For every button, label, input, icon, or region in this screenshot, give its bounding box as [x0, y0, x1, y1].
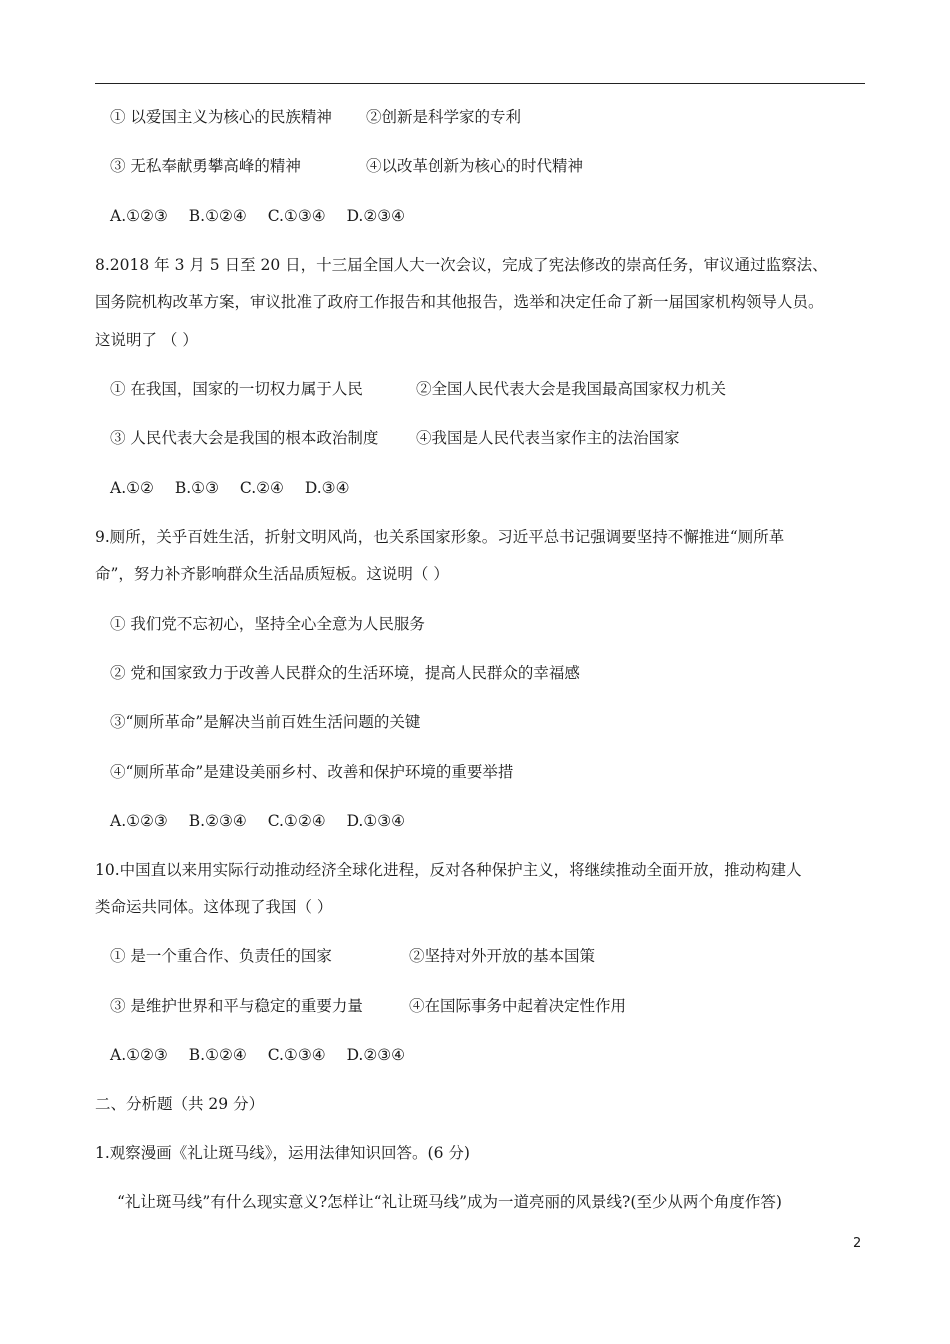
q10-statement-2: ②坚持对外开放的基本国策	[409, 947, 596, 965]
q7-option-a[interactable]: A.①②③	[110, 207, 168, 225]
page-number: 2	[853, 1236, 862, 1251]
q8-option-d[interactable]: D.③④	[304, 479, 350, 497]
q9-option-d[interactable]: D.①③④	[346, 812, 406, 830]
q8-option-b[interactable]: B.①③	[174, 479, 219, 497]
q10-statement-1: ① 是一个重合作、负责任的国家	[110, 947, 332, 965]
q9-statement-4: ④“厕所革命”是建设美丽乡村、改善和保护环境的重要举措	[110, 763, 514, 781]
q9-stem-line-1: 9.厕所，关乎百姓生活，折射文明风尚，也关系国家形象。习近平总书记强调要坚持不懈推进“厕所革	[95, 528, 785, 546]
q7-option-d[interactable]: D.②③④	[346, 207, 406, 225]
q9-option-a[interactable]: A.①②③	[110, 812, 168, 830]
q10-stem-line-2: 类命运共同体。这体现了我国（ ）	[95, 898, 333, 916]
q10-statement-4: ④在国际事务中起着决定性作用	[409, 997, 627, 1015]
q7-option-c[interactable]: C.①③④	[267, 207, 326, 225]
q8-option-a[interactable]: A.①②	[110, 479, 154, 497]
q10-option-b[interactable]: B.①②④	[188, 1046, 247, 1064]
q7-statement-2: ②创新是科学家的专利	[366, 108, 522, 126]
q9-option-b[interactable]: B.②③④	[188, 812, 247, 830]
q7-statement-3: ③ 无私奉献勇攀高峰的精神	[110, 157, 301, 175]
q8-statement-2: ②全国人民代表大会是我国最高国家权力机关	[416, 380, 727, 398]
section-heading: 二、分析题（共 29 分）	[95, 1095, 265, 1113]
q8-option-c[interactable]: C.②④	[239, 479, 284, 497]
q9-statement-2: ② 党和国家致力于改善人民群众的生活环境，提高人民群众的幸福感	[110, 664, 580, 682]
q8-statement-4: ④我国是人民代表当家作主的法治国家	[416, 429, 680, 447]
q7-statement-1: ① 以爱国主义为核心的民族精神	[110, 108, 332, 126]
q8-stem-line-1: 8.2018 年 3 月 5 日至 20 日，十三届全国人大一次会议，完成了宪法修改的崇高任务，审议通过监察法、	[95, 256, 828, 274]
q8-stem-line-3: 这说明了 （ ）	[95, 331, 198, 349]
q9-options	[110, 811, 421, 831]
q7-statement-4: ④以改革创新为核心的时代精神	[366, 157, 584, 175]
q9-statement-3: ③“厕所革命”是解决当前百姓生活问题的关键	[110, 713, 421, 731]
q7-options	[110, 206, 421, 226]
header-rule	[95, 83, 865, 84]
q9-stem-line-2: 命”，努力补齐影响群众生活品质短板。这说明（ ）	[95, 565, 449, 583]
analysis-q1-line: 1.观察漫画《礼让斑马线》，运用法律知识回答。(6 分)	[95, 1144, 470, 1162]
q8-statement-1: ① 在我国，国家的一切权力属于人民	[110, 380, 363, 398]
q8-stem-line-2: 国务院机构改革方案，审议批准了政府工作报告和其他报告，选举和决定任命了新一届国家机构领导人员。	[95, 293, 824, 311]
q7-option-b[interactable]: B.①②④	[188, 207, 247, 225]
q9-statement-1: ① 我们党不忘初心，坚持全心全意为人民服务	[110, 615, 425, 633]
q8-options	[110, 478, 365, 498]
q10-stem-line-1: 10.中国直以来用实际行动推动经济全球化进程，反对各种保护主义，将继续推动全面开放，推动构建人	[95, 861, 802, 879]
q10-option-c[interactable]: C.①③④	[267, 1046, 326, 1064]
q10-option-d[interactable]: D.②③④	[346, 1046, 406, 1064]
q10-statement-3: ③ 是维护世界和平与稳定的重要力量	[110, 997, 363, 1015]
q10-options	[110, 1045, 421, 1065]
q8-statement-3: ③ 人民代表大会是我国的根本政治制度	[110, 429, 379, 447]
q10-option-a[interactable]: A.①②③	[110, 1046, 168, 1064]
q9-option-c[interactable]: C.①②④	[267, 812, 326, 830]
analysis-q1-prompt: “礼让斑马线”有什么现实意义?怎样让“礼让斑马线”成为一道亮丽的风景线?(至少从两个角度作答)	[117, 1193, 782, 1211]
